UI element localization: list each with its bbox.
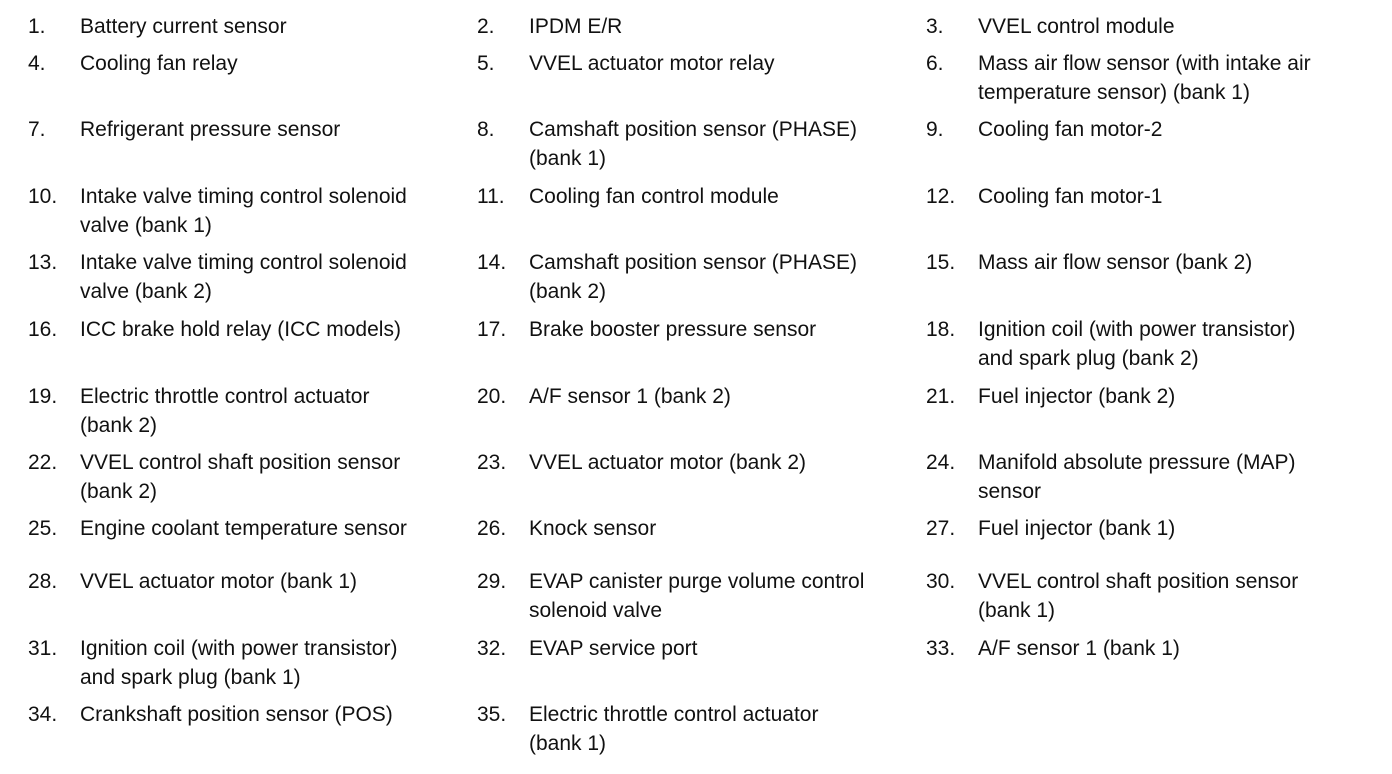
legend-item-label: Electric throttle control actuator (bank 1) bbox=[529, 703, 819, 755]
legend-item-number: 16. bbox=[28, 318, 58, 341]
legend-item-label: Fuel injector (bank 2) bbox=[978, 385, 1176, 408]
legend-item-number: 8. bbox=[477, 118, 495, 141]
legend-item-label: Refrigerant pressure sensor bbox=[80, 118, 341, 141]
legend-item-label: A/F sensor 1 (bank 2) bbox=[529, 385, 731, 408]
legend-item-number: 6. bbox=[926, 52, 944, 75]
legend-item-label: Intake valve timing control solenoid valve (bank 1) bbox=[80, 185, 407, 237]
legend-item-label: Manifold absolute pressure (MAP) sensor bbox=[978, 451, 1296, 503]
legend-item-number: 22. bbox=[28, 451, 58, 474]
legend-item-label: Battery current sensor bbox=[80, 15, 287, 38]
legend-item-label: ICC brake hold relay (ICC models) bbox=[80, 318, 401, 341]
legend-item-label: VVEL control shaft position sensor (bank 2) bbox=[80, 451, 401, 503]
legend-item-label: VVEL control shaft position sensor (bank 1) bbox=[978, 570, 1299, 622]
legend-item-label: Brake booster pressure sensor bbox=[529, 318, 817, 341]
legend-item-number: 25. bbox=[28, 517, 58, 540]
legend-item-label: Electric throttle control actuator (bank 2) bbox=[80, 385, 370, 437]
legend-item-number: 13. bbox=[28, 251, 58, 274]
legend-item-number: 18. bbox=[926, 318, 956, 341]
legend-item-number: 2. bbox=[477, 15, 495, 38]
legend-item-number: 21. bbox=[926, 385, 956, 408]
legend-item-label: Fuel injector (bank 1) bbox=[978, 517, 1176, 540]
legend-item-label: VVEL actuator motor relay bbox=[529, 52, 775, 75]
legend-item-label: Cooling fan motor-1 bbox=[978, 185, 1163, 208]
legend-item-label: VVEL control module bbox=[978, 15, 1175, 38]
legend-item-label: Ignition coil (with power transistor) and spark plug (bank 1) bbox=[80, 637, 398, 689]
legend-item-number: 12. bbox=[926, 185, 956, 208]
legend-item-number: 29. bbox=[477, 570, 507, 593]
legend-item-label: Ignition coil (with power transistor) and spark plug (bank 2) bbox=[978, 318, 1296, 370]
legend-item-number: 4. bbox=[28, 52, 46, 75]
legend-item-number: 9. bbox=[926, 118, 944, 141]
legend-item-label: Camshaft position sensor (PHASE) (bank 2) bbox=[529, 251, 857, 303]
legend-item-number: 26. bbox=[477, 517, 507, 540]
legend-item-label: A/F sensor 1 (bank 1) bbox=[978, 637, 1180, 660]
legend-item-label: Camshaft position sensor (PHASE) (bank 1) bbox=[529, 118, 857, 170]
legend-item-number: 24. bbox=[926, 451, 956, 474]
legend-item-number: 35. bbox=[477, 703, 507, 726]
legend-item-label: Crankshaft position sensor (POS) bbox=[80, 703, 393, 726]
legend-item-number: 1. bbox=[28, 15, 46, 38]
legend-item-label: IPDM E/R bbox=[529, 15, 623, 38]
legend-item-label: EVAP canister purge volume control solenoid valve bbox=[529, 570, 865, 622]
legend-item-label: EVAP service port bbox=[529, 637, 698, 660]
legend-item-number: 33. bbox=[926, 637, 956, 660]
legend-item-number: 5. bbox=[477, 52, 495, 75]
legend-item-number: 11. bbox=[477, 185, 505, 208]
legend-item-label: VVEL actuator motor (bank 1) bbox=[80, 570, 358, 593]
legend-item-label: Cooling fan control module bbox=[529, 185, 779, 208]
legend-item-number: 31. bbox=[28, 637, 58, 660]
legend-item-number: 15. bbox=[926, 251, 956, 274]
legend-item-number: 7. bbox=[28, 118, 46, 141]
legend-item-label: Mass air flow sensor (with intake air temperature sensor) (bank 1) bbox=[978, 52, 1311, 104]
legend-item-number: 10. bbox=[28, 185, 58, 208]
legend-item-label: Cooling fan relay bbox=[80, 52, 238, 75]
legend-item-number: 30. bbox=[926, 570, 956, 593]
legend-item-label: Mass air flow sensor (bank 2) bbox=[978, 251, 1253, 274]
legend-item-label: Intake valve timing control solenoid valve (bank 2) bbox=[80, 251, 407, 303]
legend-item-number: 20. bbox=[477, 385, 507, 408]
legend-item-number: 23. bbox=[477, 451, 507, 474]
legend-item-number: 34. bbox=[28, 703, 58, 726]
legend-item-number: 14. bbox=[477, 251, 507, 274]
legend-item-number: 32. bbox=[477, 637, 507, 660]
legend-item-label: VVEL actuator motor (bank 2) bbox=[529, 451, 807, 474]
legend-item-number: 17. bbox=[477, 318, 507, 341]
legend-item-number: 3. bbox=[926, 15, 944, 38]
legend-item-label: Knock sensor bbox=[529, 517, 657, 540]
legend-item-label: Cooling fan motor-2 bbox=[978, 118, 1163, 141]
legend-item-number: 28. bbox=[28, 570, 58, 593]
legend-item-number: 27. bbox=[926, 517, 956, 540]
legend-item-label: Engine coolant temperature sensor bbox=[80, 517, 407, 540]
legend-item-number: 19. bbox=[28, 385, 58, 408]
